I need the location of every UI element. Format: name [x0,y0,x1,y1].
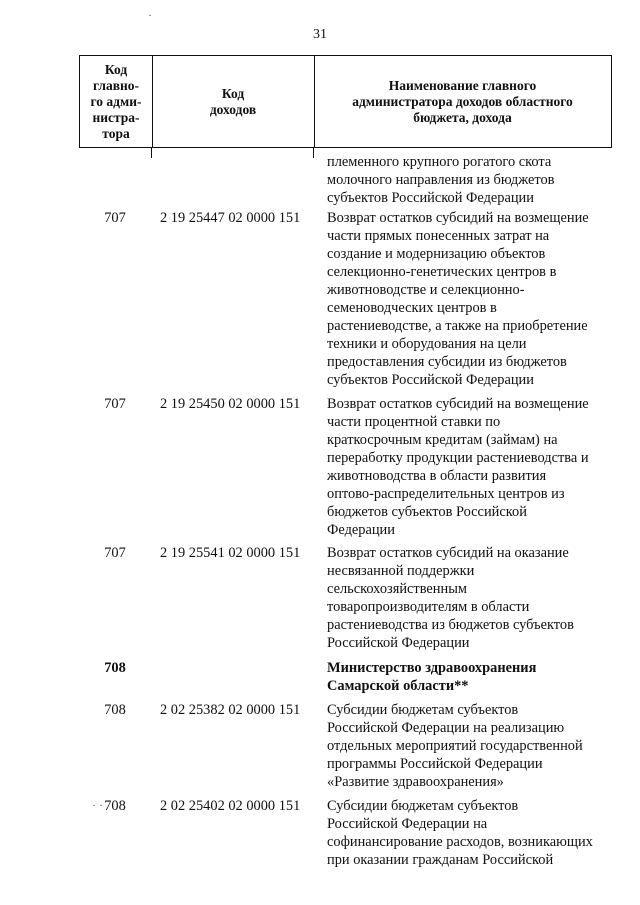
income-code: 2 02 25382 02 0000 151 [160,702,301,718]
admin-code: 707 [104,210,126,226]
income-name: Возврат остатков субсидий на оказание несвязанной поддержки сельскохозяйственным товаропроизводителям в области растениеводства из бюджетов субъектов Российской Федерации [327,545,574,651]
admin-code: 708 [104,798,126,814]
income-name: Субсидии бюджетам субъектов Российской Федерации на софинансирование расходов, возникающих при оказании гражданам Российской [327,798,593,868]
income-code: 2 19 25447 02 0000 151 [160,210,301,226]
scan-speck: · [148,8,152,22]
header-income-code-cell [152,56,315,147]
administrator-name: Министерство здравоохранения Самарской области** [327,660,537,694]
page-number: 31 [313,27,327,42]
income-code: 2 19 25450 02 0000 151 [160,396,301,412]
header-income-code: Код доходов [209,85,257,117]
scan-speck: · · [92,798,103,812]
admin-code: 708 [104,702,126,718]
header-admin-code-cell [80,56,153,147]
income-code: 2 02 25402 02 0000 151 [160,798,301,814]
admin-code: 708 [104,660,126,676]
header-name-cell [314,56,611,147]
admin-code: 707 [104,396,126,412]
header-name: Наименование главного администратора доходов областного бюджета, дохода [352,77,573,125]
income-name: Субсидии бюджетам субъектов Российской Федерации на реализацию отдельных мероприятий государственной программы Российской Федерации «Развитие здравоохранения» [327,702,583,790]
header-admin-code: Код главно- го адми- нистра- тора [90,61,142,141]
income-name: Возврат остатков субсидий на возмещение части прямых понесенных затрат на создание и модернизацию объектов селекционно-генетических центров в животноводстве и селекционно- семеноводческих центров в растениеводстве, а также на приобретение техники и оборудования на цели предоставления субсидии из бюджетов субъектов Российской Федерации [327,210,589,388]
column-divider [313,148,314,158]
continuation-text: племенного крупного рогатого скота молочного направления из бюджетов субъектов Российской Федерации [327,154,555,206]
column-divider [151,148,152,158]
income-name: Возврат остатков субсидий на возмещение части процентной ставки по краткосрочным кредитам (займам) на переработку продукции растениеводства и животноводства в области развития оптово-распределительных центров из бюджетов субъектов Российской Федерации [327,396,589,538]
income-code: 2 19 25541 02 0000 151 [160,545,301,561]
table-header [79,55,612,148]
admin-code: 707 [104,545,126,561]
